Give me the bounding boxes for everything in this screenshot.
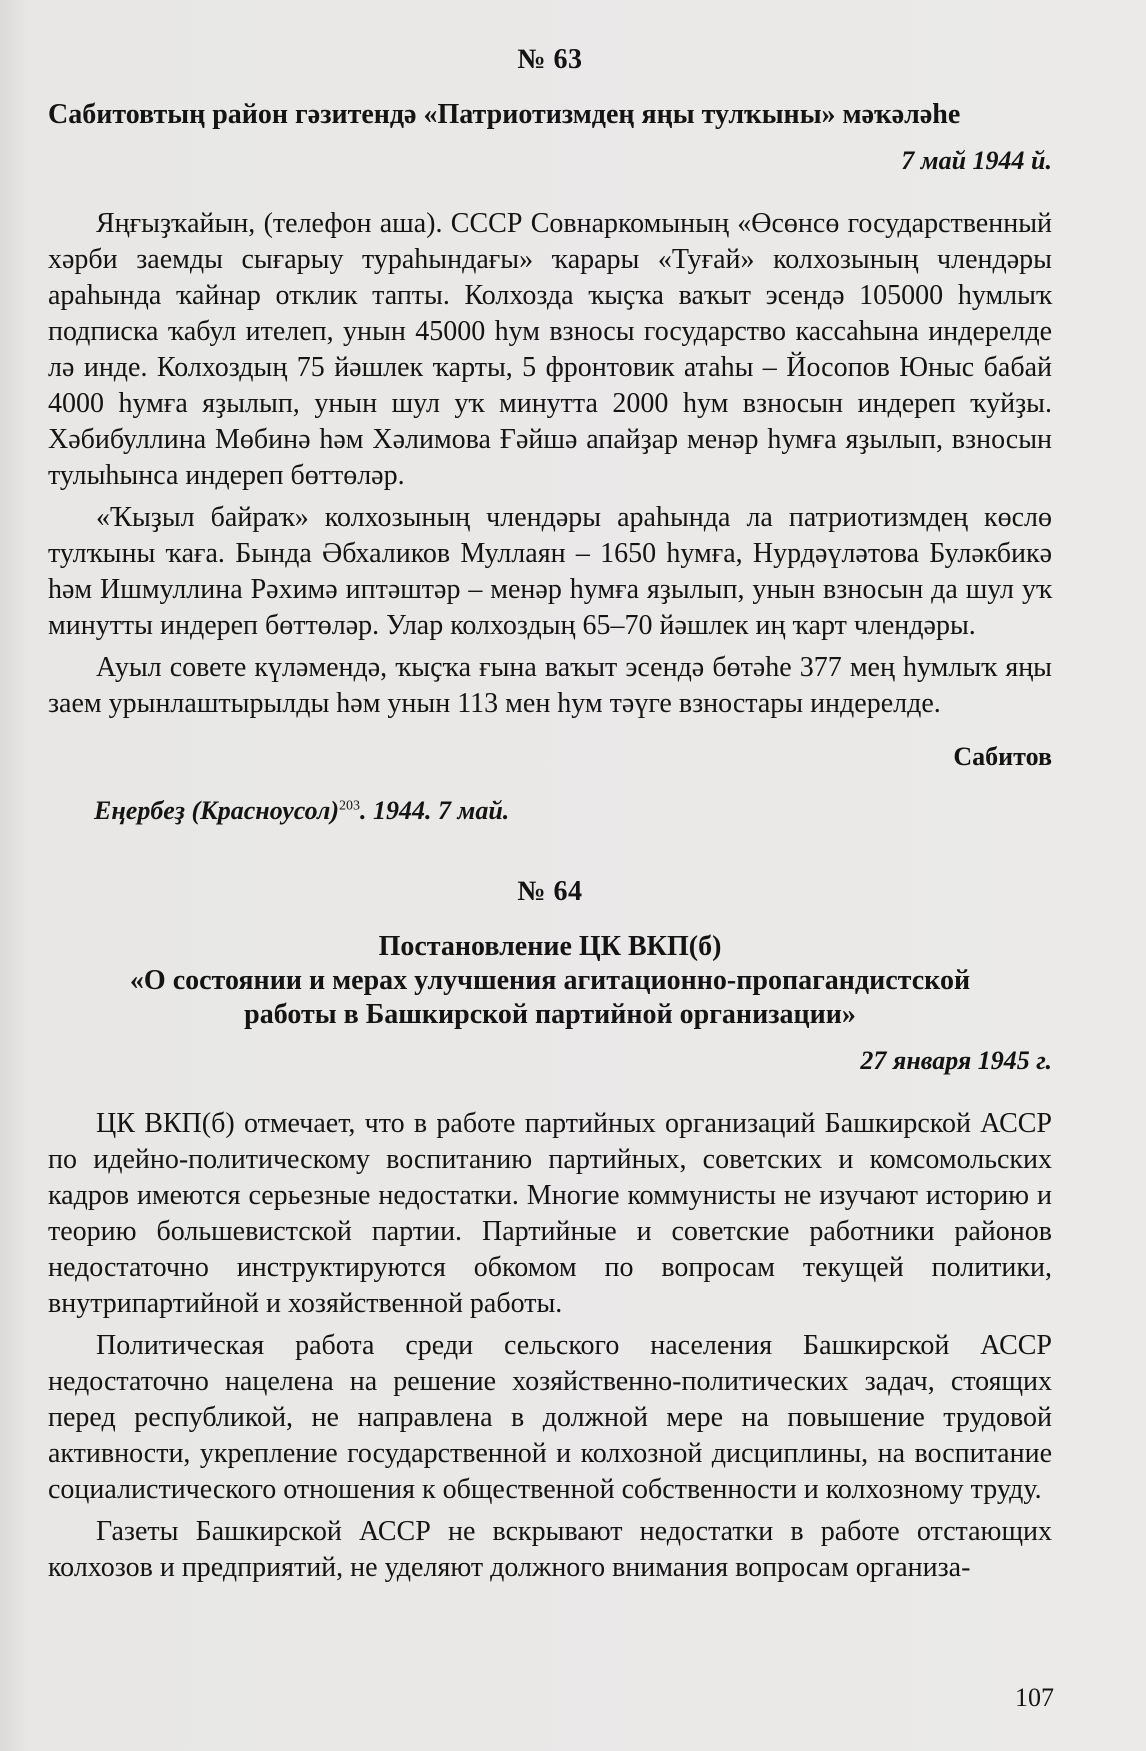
document-title-64: Постановление ЦК ВКП(б) bbox=[378, 931, 722, 962]
paragraph: Яңғыҙҡайын, (телефон аша). СССР Совнаркомының «Өсөнсө государственный хәрби заемды сығарыу тураһындағы» ҡарары «Туғай» колхозының члендәры араһында ҡайнар отклик тапты. Колхозда ҡыҫҡа ваҡыт эсендә 105000 һумлыҡ подписка ҡабул ителеп, унын 45000 һум взносы государство кассаһына индерелде лә инде. Колхоздың 75 йәшлек ҡарты, 5 фронтовик атаһы – Йосопов Юныс бабай 4000 һумға яҙылып, унын шул уҡ минутта 2000 һум взносын индереп ҡуйҙы. Хәбибуллина Мөбинә һәм Хәлимова Ғәйшә апайҙар менәр һумға яҙылып, взносын тулыһынса индереп бөттөләр. bbox=[48, 208, 1052, 491]
paragraph: «Ҡыҙыл байраҡ» колхозының члендәры араһында ла патриотизмдең көслө тулҡыны ҡаға. Бында Әбхаликов Муллаян – 1650 һумға, Нурдәүләтова Буләкбикә һәм Ишмуллина Рәхимә иптәштәр – менәр һумға яҙылып, унын взносын да шул уҡ минутты индереп бөттөләр. Улар колхоздың 65–70 йәшлек иң ҡарт члендәры. bbox=[48, 502, 1052, 641]
document-date-63: 7 май 1944 й. bbox=[901, 146, 1052, 175]
footnote-ref: 203 bbox=[339, 798, 361, 814]
source-date: . 1944. 7 май. bbox=[360, 796, 510, 825]
source-title: Еңербеҙ (Красноусол) bbox=[94, 796, 340, 825]
paragraph: Политическая работа среди сельского населения Башкирской АССР недостаточно нацелена на решение хозяйственно-политических задач, стоящих перед республикой, не направлена в должной мере на повышение трудовой активности, укрепление государственной и колхозной дисциплины, на воспитание социалистического отношения к общественной собственности и колхозному труду. bbox=[48, 1330, 1052, 1505]
paragraph: ЦК ВКП(б) отмечает, что в работе партийных организаций Башкирской АССР по идейно-политическому воспитанию партийных, советских и комсомольских кадров имеются серьезные недостатки. Многие коммунисты не изучают историю и теорию большевистской партии. Партийные и советские работники районов недостаточно инструктируются обкомом по вопросам текущей политики, внутрипартийной и хозяйственной работы. bbox=[48, 1108, 1052, 1319]
document-title-63: Сабитовтың район гәзитендә «Патриотизмдең яңы тулҡыны» мәҡәләһе bbox=[48, 99, 961, 130]
paragraph: Газеты Башкирской АССР не вскрывают недостатки в работе отстающих колхозов и предприятий, не уделяют должного внимания вопросам организа- bbox=[48, 1516, 1052, 1583]
document-subtitle-64: «О состоянии и мерах улучшения агитационно-пропагандистской работы в Башкирской партийной организации» bbox=[129, 965, 971, 1030]
page-number: 107 bbox=[1015, 1683, 1054, 1712]
signature: Сабитов bbox=[953, 742, 1052, 771]
source-citation bbox=[94, 796, 1052, 826]
page-column bbox=[48, 36, 1052, 1592]
paragraph: Ауыл совете күләмендә, ҡыҫҡа ғына ваҡыт эсендә бөтәһе 377 мең һумлыҡ яңы заем урынлаштырылды һәм унын 113 мен һум тәүге взностары индерелде. bbox=[48, 652, 1052, 719]
document-number-63: № 63 bbox=[517, 44, 583, 75]
document-date-64: 27 января 1945 г. bbox=[860, 1046, 1052, 1075]
document-number-64: № 64 bbox=[517, 876, 583, 907]
